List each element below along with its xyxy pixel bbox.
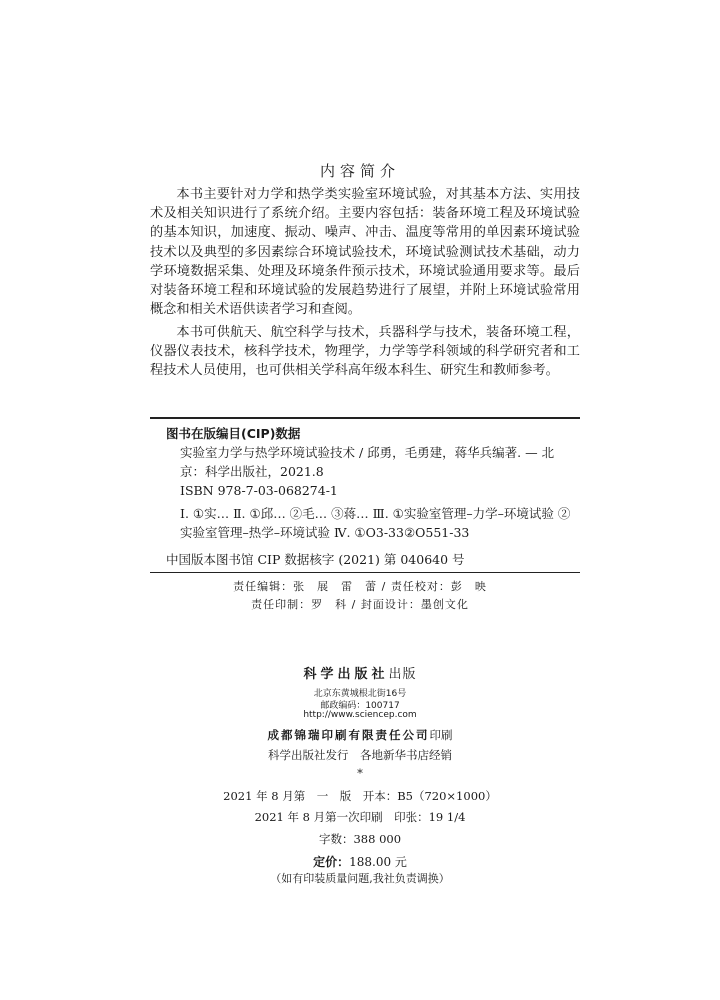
cip-library-number: 中国版本图书馆 CIP 数据核字 (2021) 第 040640 号 [166, 552, 465, 567]
cip-bottom-rule [150, 572, 580, 573]
separator-star: * [357, 766, 363, 780]
credits-production: 责任印制：罗 科 / 封面设计：墨创文化 [251, 598, 469, 611]
publisher-name [0, 663, 720, 682]
cip-top-rule [150, 417, 580, 419]
summary-paragraph-2: 本书可供航天、航空科学与技术，兵器科学与技术，装备环境工程，仪器仪表技术，核科学技术，物理学，力学等学科领域的科学研究者和工程技术人员使用，也可供相关学科高年级本科生、研究生和教师参考。 [150, 325, 580, 379]
wordcount-line: 字数：388 000 [318, 832, 402, 846]
printer-name-text: 成都锦瑞印刷有限责任公司 [267, 728, 430, 742]
cip-isbn: ISBN 978-7-03-068274-1 [180, 483, 338, 498]
edition-line: 2021 年 8 月第 一 版 开本：B5（720×1000） [223, 789, 497, 803]
printer-name-suffix: 印刷 [429, 728, 453, 742]
cip-entry: 实验室力学与热学环境试验技术 / 邱勇，毛勇建，蒋华兵编著. — 北京：科学出版社，2021.8 [180, 445, 555, 479]
summary-title: 内容简介 [319, 162, 400, 180]
publisher-name-text: 科学出版社 [303, 667, 389, 682]
printer-name [0, 727, 720, 743]
cip-classification: Ⅰ. ①实… Ⅱ. ①邱… ②毛… ③蒋… Ⅲ. ①实验室管理–力学–环境试验 ②实验室管理–热学–环境试验 Ⅳ. ①O3-33②O551-33 [180, 506, 571, 540]
publisher-postcode: 邮政编码：100717 [320, 701, 400, 711]
printing-line: 2021 年 8 月第一次印刷 印张：19 1/4 [254, 810, 466, 824]
publisher-address: 北京东黄城根北街16号 [313, 689, 407, 699]
price-line [0, 853, 720, 870]
summary-paragraph-1: 本书主要针对力学和热学类实验室环境试验，对其基本方法、实用技术及相关知识进行了系统介绍。主要内容包括：装备环境工程及环境试验的基本知识，加速度、振动、噪声、冲击、温度等常用的单因素环境试验技术以及典型的多因素综合环境试验技术，环境试验测试技术基础，动力学环境数据采集、处理及环境条件预示技术，环境试验通用要求等。最后对装备环境工程和环境试验的发展趋势进行了展望，并附上环境试验常用概念和相关术语供读者学习和查阅。 [150, 187, 580, 318]
cip-heading: 图书在版编目(CIP)数据 [166, 426, 301, 441]
price-label: 定价： [313, 855, 350, 869]
price-value: 188.00 元 [349, 855, 407, 869]
publisher-name-suffix: 出版 [388, 667, 417, 682]
quality-note: （如有印装质量问题,我社负责调换） [270, 872, 450, 885]
credits-editors: 责任编辑：张 展 雷 蕾 / 责任校对：彭 映 [233, 580, 487, 593]
distribution-line: 科学出版社发行 各地新华书店经销 [268, 748, 452, 762]
publisher-url: http://www.sciencep.com [303, 710, 417, 720]
